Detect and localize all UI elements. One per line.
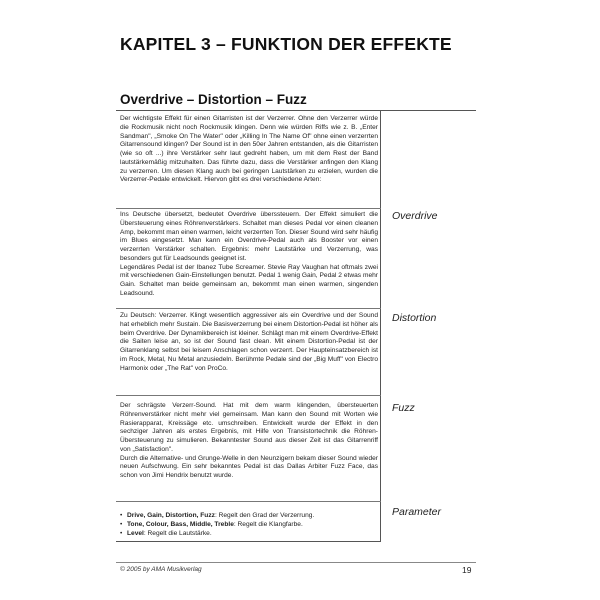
section-divider — [116, 308, 381, 309]
parameter-item — [120, 520, 378, 529]
parameter-item — [120, 529, 378, 538]
parameter-description: : Regelt die Klangfarbe. — [233, 521, 303, 528]
copyright-notice: © 2005 by AMA Musikverlag — [120, 566, 202, 573]
parameter-description: : Regelt den Grad der Verzerrung. — [214, 512, 315, 519]
page-number: 19 — [462, 565, 472, 575]
fuzz-paragraph: Durch die Alternative- und Grunge-Welle in den Neunzigern bekam dieser Sound wieder neuen Aufschwung. Ein sehr bekanntes Pedal ist das Dallas Arbiter Fuzz Face, das schon von Jimi Hendrix benutzt wurde. — [120, 454, 378, 479]
section-divider — [116, 501, 381, 502]
parameter-list — [120, 511, 378, 538]
overdrive-side-label: Overdrive — [392, 210, 438, 222]
parameter-side-label: Parameter — [392, 506, 442, 518]
distortion-paragraph: Zu Deutsch: Verzerrer. Klingt wesentlich aggressiver als ein Overdrive und der Sound hat erheblich mehr Sustain. Die Basisverzerrung bei einem Distortion-Pedal ist höher als beim Overdrive. Der Dynamikbereich ist kleiner. Schlägt man mit einem Overdrive-Effekt die Saiten leise an, so ist der Sound fast clean. Mit einem Distortion-Pedal ist der Gitarrenklang selbst bei leisem Anschlagen schon verzerrt. Der Haupteinsatzbereich ist im Rock, Metal, Nu Metal anzusiedeln. Berühmte Pedale sind der „Big Muff" von Electro Harmonix oder „The Rat" von ProCo. — [120, 312, 379, 372]
overdrive-paragraph: Ins Deutsche übersetzt, bedeutet Overdrive überssteuern. Der Effekt simuliert die Übersteuerung eines Röhrenverstärkers. Schaltet man dieses Pedal vor einen cleanen Amp, bekommt man einen warmen, leicht verzerrten Ton. Dieser Sound wird sehr häufig im Blues eingesetzt. Man kann ein Overdrive-Pedal auch als Booster vor einen verzerrten Verstärker schalten. Ergebnis: mehr Lautstärke und Verzerrung, was besonders gut für Leadsounds geeignet ist. — [120, 211, 378, 262]
parameter-term: Drive, Gain, Distortion, Fuzz — [127, 512, 215, 519]
parameter-term: Tone, Colour, Bass, Middle, Treble — [127, 521, 234, 528]
overdrive-paragraph: Legendäres Pedal ist der Ibanez Tube Screamer. Stevie Ray Vaughan hat oftmals zwei mit verschiedenen Gain-Einstellungen benutzt. Pedal 1 wenig Gain, Pedal 2 etwas mehr Gain. Schaltet man beide gemeinsam an, bekommt man einen warmen, singenden Leadsound. — [120, 263, 378, 297]
section-divider — [116, 208, 381, 209]
chapter-title: KAPITEL 3 – FUNKTION DER EFFEKTE — [120, 34, 452, 54]
fuzz-text-block — [120, 402, 378, 481]
section-divider — [116, 395, 381, 396]
distortion-text-block — [120, 312, 378, 373]
intro-text-block — [120, 115, 378, 185]
parameter-description: : Regelt die Lautstärke. — [143, 530, 212, 537]
intro-paragraph: Der wichtigste Effekt für einen Gitarristen ist der Verzerrer. Ohne den Verzerrer würde die Rockmusik nicht noch Rockmusik klingen. Denn wie würden Riffs wie z. B. „Enter Sandman", „Smoke On The Water" oder „Killing In The Name Of" ohne einen verzerrten Gitarrensound klingen? Der Sound ist in den 50er Jahren entstanden, als die Gitarristen (wie so oft ...) ihre Verstärker sehr laut gedreht haben, um mit dem Rest der Band lautstärkemäßig mitzuhalten. Das führte dazu, dass die Verstärker anfingen den Klang zu verzerren. Um diesen Klang auch bei geringen Lautstärken zu erzielen, wurden die Verzerrer-Pedale entwickelt. Hiervon gibt es drei verschiedene Arten: — [120, 115, 378, 184]
parameter-term: Level — [127, 530, 144, 537]
parameter-item — [120, 511, 378, 520]
fuzz-paragraph: Der schrägste Verzerr-Sound. Hat mit dem warm klingenden, übersteuerten Röhrenverstärker nicht mehr viel gemeinsam. Man kann den Sound mit Worten wie Rasierapparat, Kreissäge etc. umschreiben. Entwickelt wurde der Effekt in den sechziger Jahren als erstes Ergebnis, mit Hilfe von Transistortechnik die Röhren-Übersteuerung zu simulieren. Bekanntester Sound aus dieser Zeit ist das Gitarrenriff von „Satisfaction". — [120, 402, 378, 453]
overdrive-text-block — [120, 211, 378, 299]
distortion-side-label: Distortion — [392, 312, 437, 324]
footer-rule — [116, 562, 476, 563]
fuzz-side-label: Fuzz — [392, 402, 415, 414]
section-title: Overdrive – Distortion – Fuzz — [120, 92, 307, 107]
